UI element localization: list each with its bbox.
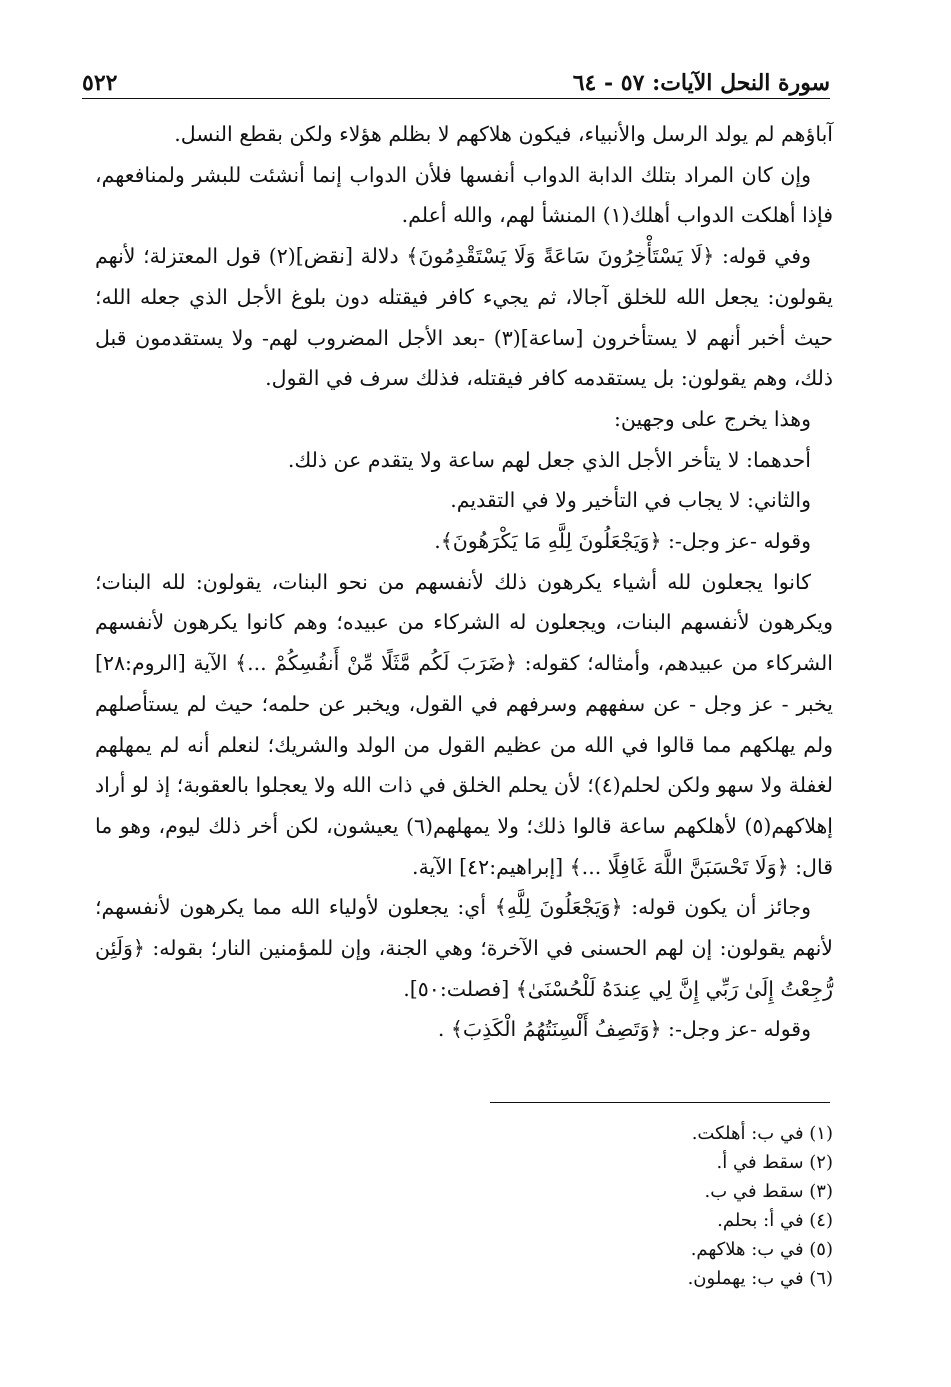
paragraph: وإن كان المراد بتلك الدابة الدواب أنفسها فلأن الدواب إنما أنشئت للبشر ولمنافعهم، فإذا أهلكت الدواب أهلك(١) المنشأ لهم، والله أعلم. (95, 162, 833, 228)
paragraph: أحدهما: لا يتأخر الأجل الذي جعل لهم ساعة ولا يتقدم عن ذلك. (287, 447, 811, 472)
footnote-rule (490, 1102, 830, 1103)
header-rule (82, 98, 830, 99)
footnote: (٤) في أ: بحلم. (717, 1210, 833, 1231)
footnote: (١) في ب: أهلكت. (691, 1123, 833, 1144)
main-text (95, 114, 833, 1050)
paragraph: كانوا يجعلون لله أشياء يكرهون ذلك لأنفسهم من نحو البنات، يقولون: لله البنات؛ ويكرهون لأنفسهم البنات، ويجعلون له الشركاء من عبيده؛ وهم كانوا يكرهون لأنفسهم الشركاء من عبيدهم، وأمثاله؛ كقوله: ﴿ضَرَبَ لَكُم مَّثَلًا مِّنْ أَنفُسِكُمْ ...﴾ الآية [الروم:٢٨] يخبر - عز وجل - عن سفههم وسرفهم في القول، ويخبر عن حلمه؛ حيث لم يستأصلهم ولم يهلكهم مما قالوا في الله من عظيم القول من الولد والشريك؛ لنعلم أنه لم يمهلهم لغفلة ولا سهو ولكن لحلم(٤)؛ لأن يحلم الخلق في ذات الله ولا يعجلوا بالعقوبة؛ إذ لو أراد إهلاكهم(٥) لأهلكهم ساعة قالوا ذلك؛ ولا يمهلهم(٦) يعيشون، لكن أخر ذلك ليوم، وهو ما قال: ﴿وَلَا تَحْسَبَنَّ اللَّهَ غَافِلًا ...﴾ [إبراهيم:٤٢] الآية. (95, 569, 833, 879)
footnotes (500, 1119, 833, 1293)
paragraph: وجائز أن يكون قوله: ﴿وَيَجْعَلُونَ لِلَّهِ﴾ أي: يجعلون لأولياء الله مما يكرهون لأنفسهم؛ لأنهم يقولون: إن لهم الحسنى في الآخرة؛ وهي الجنة، وإن للمؤمنين النار؛ بقوله: ﴿وَلَئِن رُّجِعْتُ إِلَىٰ رَبِّي إِنَّ لِي عِندَهُ لَلْحُسْنَىٰ﴾ [فصلت:٥٠]. (95, 895, 833, 1001)
paragraph: وقوله -عز وجل-: ﴿وَتَصِفُ أَلْسِنَتُهُمُ الْكَذِبَ﴾ . (437, 1017, 811, 1042)
paragraph: وقوله -عز وجل-: ﴿وَيَجْعَلُونَ لِلَّهِ مَا يَكْرَهُونَ﴾. (434, 529, 811, 554)
paragraph: آباؤهم لم يولد الرسل والأنبياء، فيكون هلاكهم لا بظلم هؤلاء ولكن بقطع النسل. (174, 122, 833, 146)
page-number: ٥٢٢ (82, 70, 118, 96)
running-title: سورة النحل الآيات: ٥٧ - ٦٤ (572, 70, 830, 96)
paragraph: وهذا يخرج على وجهين: (613, 406, 811, 431)
paragraph: وفي قوله: ﴿لَا يَسْتَأْخِرُونَ سَاعَةً وَلَا يَسْتَقْدِمُونَ﴾ دلالة [نقض](٢) قول المعتزلة؛ لأنهم يقولون: يجعل الله للخلق آجالا، ثم يجيء كافر فيقتله دون بلوغ الأجل الذي جعله الله؛ حيث أخبر أنهم لا يستأخرون [ساعة](٣) -بعد الأجل المضروب لهم- ولا يستقدمون قبل ذلك، وهم يقولون: بل يستقدمه كافر فيقتله، فذلك سرف في القول. (95, 244, 833, 391)
footnote: (٦) في ب: يهملون. (687, 1268, 833, 1289)
page-header (82, 56, 830, 96)
paragraph: والثاني: لا يجاب في التأخير ولا في التقديم. (450, 488, 811, 513)
footnote: (٢) سقط في أ. (716, 1152, 833, 1173)
footnote: (٥) في ب: هلاكهم. (690, 1239, 833, 1260)
footnote: (٣) سقط في ب. (704, 1181, 833, 1202)
